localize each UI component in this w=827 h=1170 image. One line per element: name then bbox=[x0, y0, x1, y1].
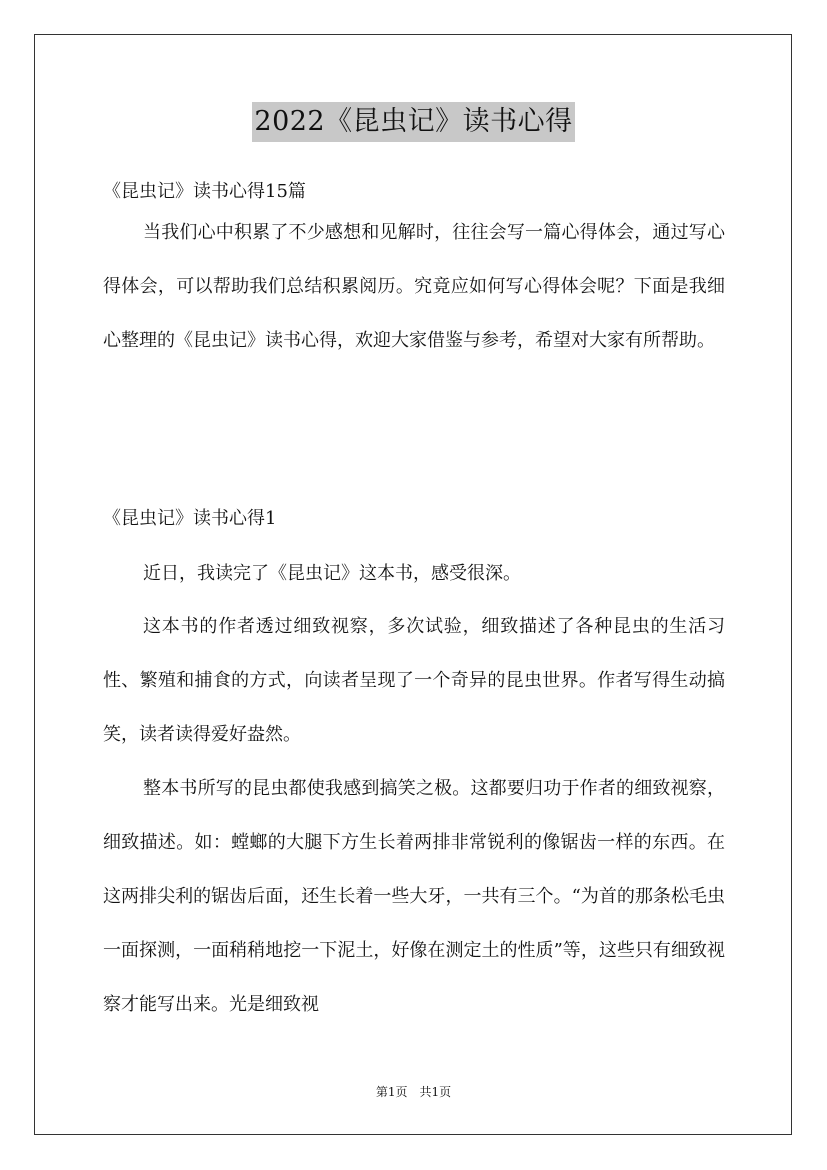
body-paragraph-3: 整本书所写的昆虫都使我感到搞笑之极。这都要归功于作者的细致视察，细致描述。如：螳螂的大腿下方生长着两排非常锐利的像锯齿一样的东西。在这两排尖利的锯齿后面，还生长着一些大牙，一共有三个。“为首的那条松毛虫一面探测，一面稍稍地挖一下泥土，好像在测定土的性质”等，这些只有细致视察才能写出来。光是细致视 bbox=[103, 778, 725, 1015]
body-paragraph-1: 近日，我读完了《昆虫记》这本书，感受很深。 bbox=[143, 563, 521, 584]
document-title: 2022《昆虫记》读书心得 bbox=[252, 102, 574, 142]
page-footer: 第1页 共1页 bbox=[375, 1085, 452, 1099]
title-wrapper bbox=[0, 102, 827, 142]
body-paragraph-2: 这本书的作者透过细致视察，多次试验，细致描述了各种昆虫的生活习性、繁殖和捕食的方式，向读者呈现了一个奇异的昆虫世界。作者写得生动搞笑，读者读得爱好盎然。 bbox=[103, 616, 725, 745]
intro-paragraph: 当我们心中积累了不少感想和见解时，往往会写一篇心得体会，通过写心得体会，可以帮助我们总结积累阅历。究竟应如何写心得体会呢？下面是我细心整理的《昆虫记》读书心得，欢迎大家借鉴与参考，希望对大家有所帮助。 bbox=[103, 222, 725, 351]
document-subtitle: 《昆虫记》读书心得15篇 bbox=[103, 181, 306, 202]
section-title: 《昆虫记》读书心得1 bbox=[103, 508, 277, 529]
